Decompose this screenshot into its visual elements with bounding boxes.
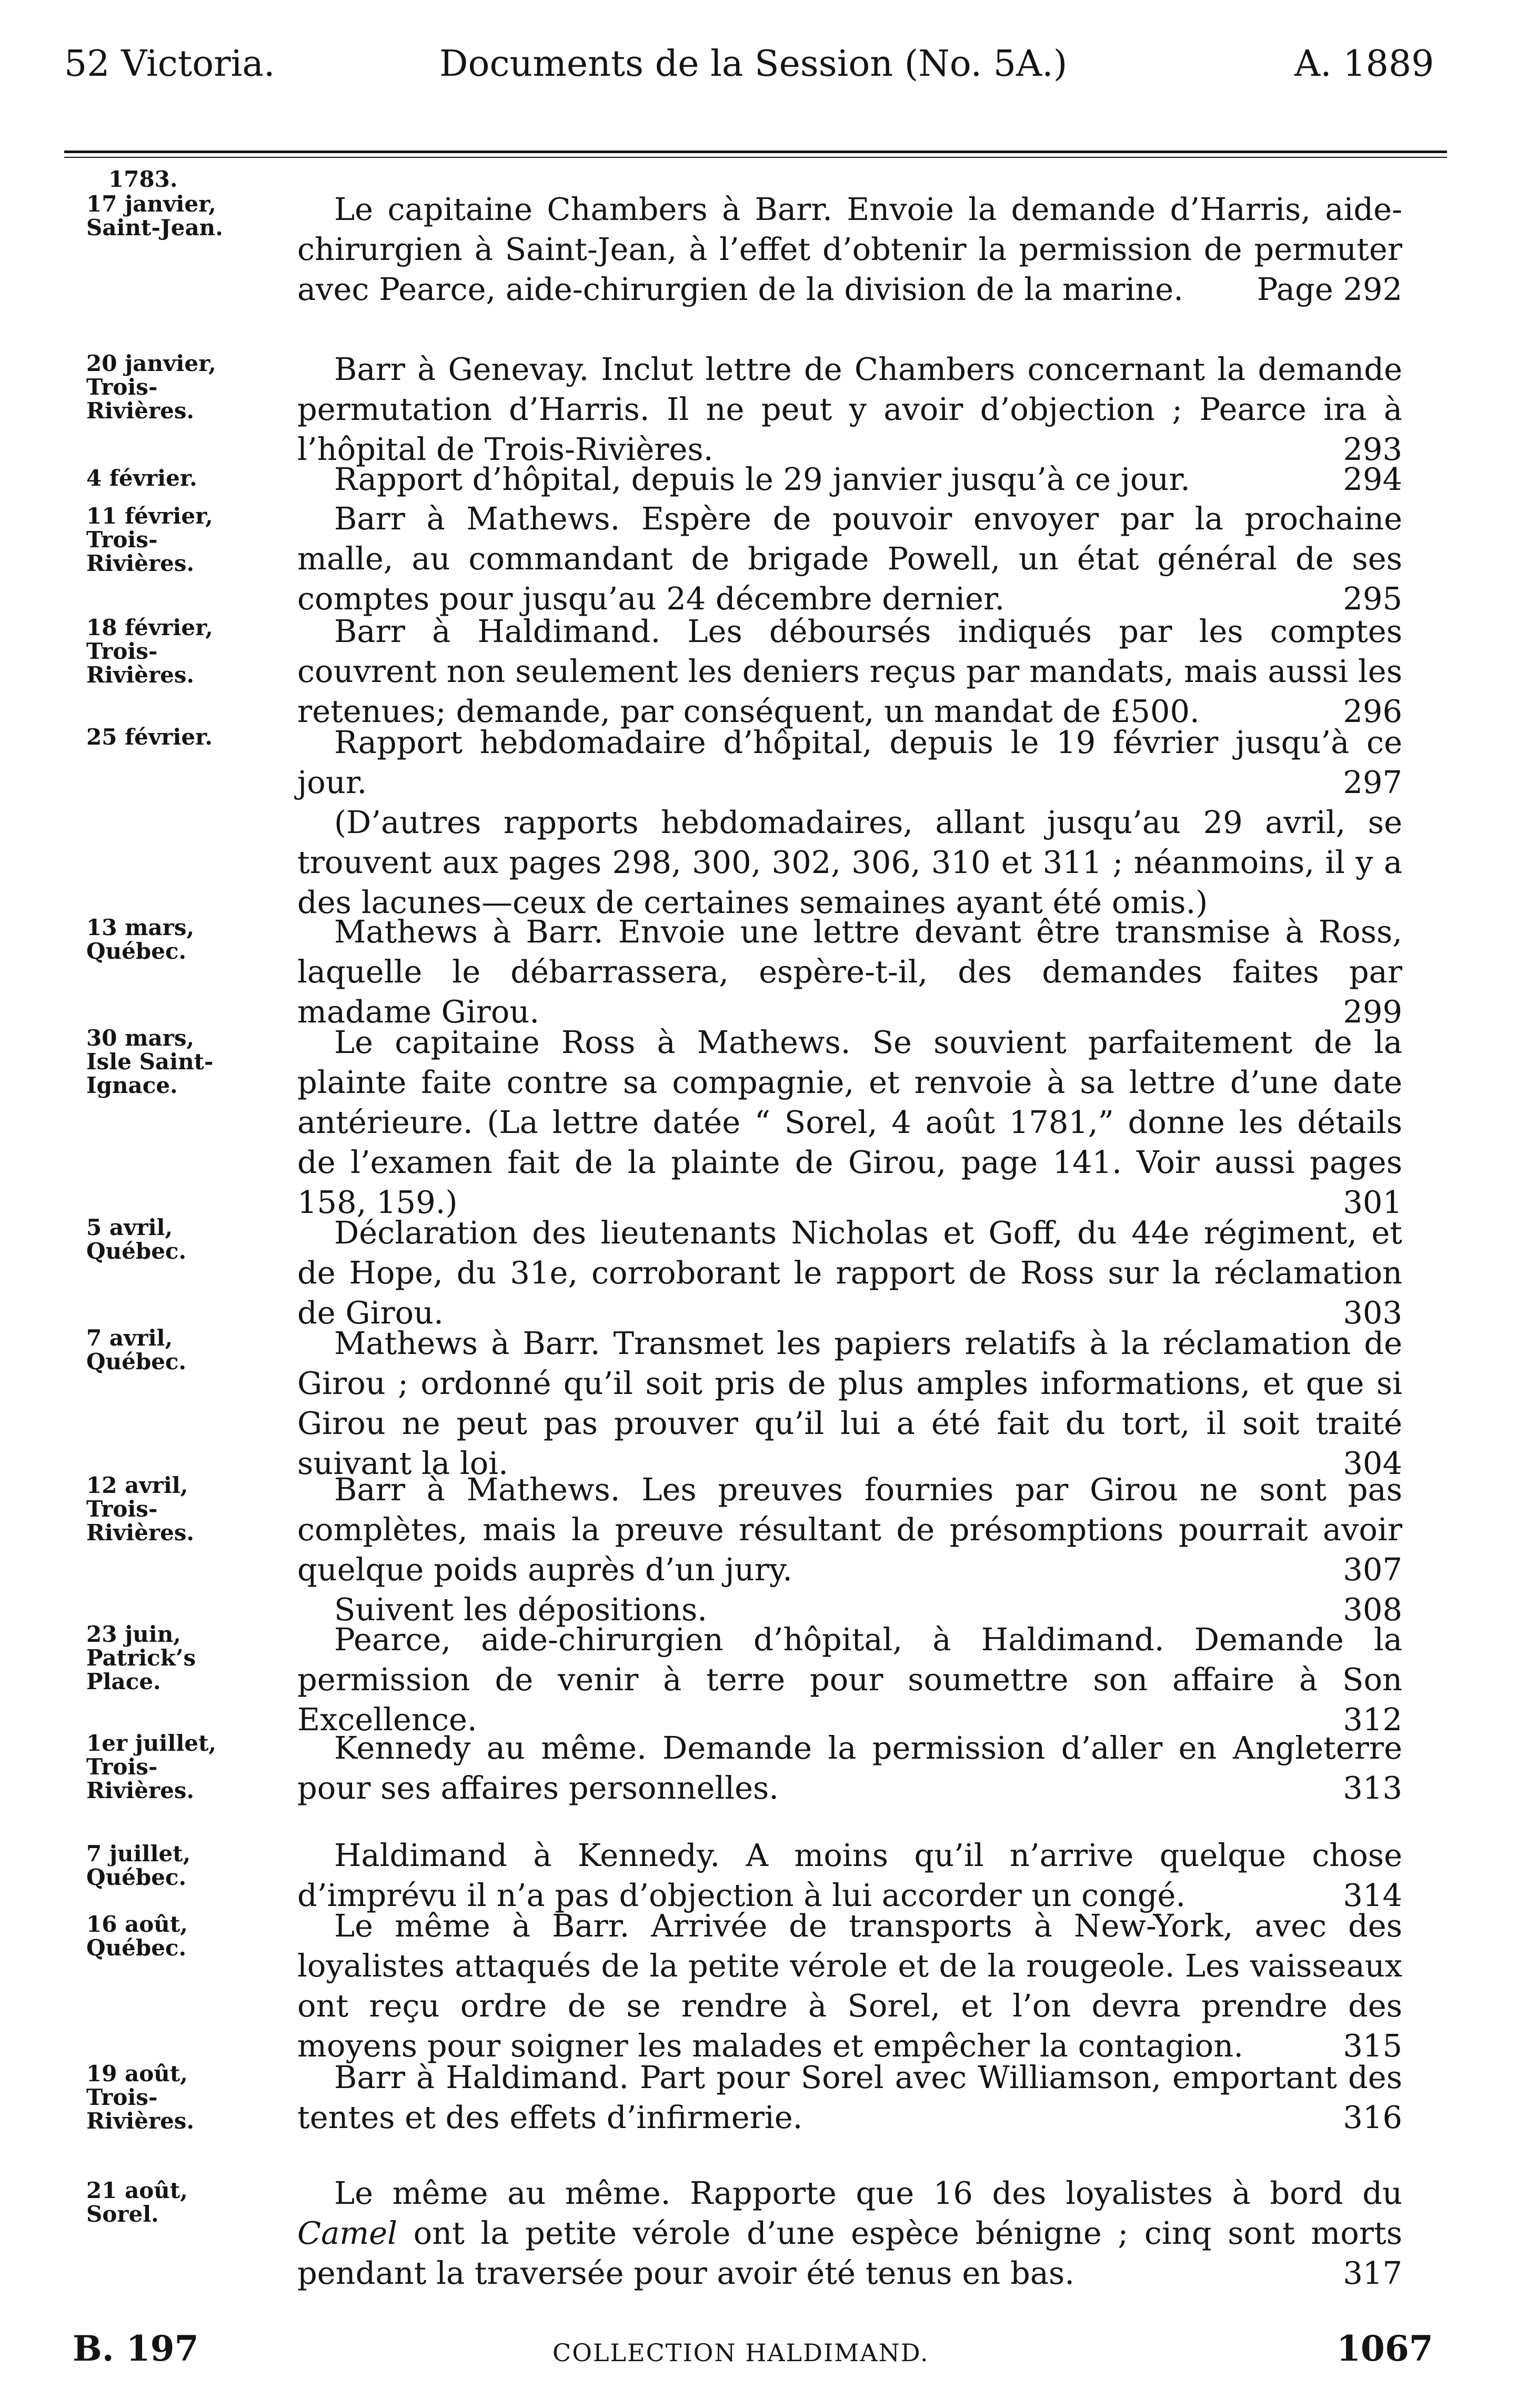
entry-text: [297, 459, 1402, 499]
entry-date: [86, 1026, 276, 1097]
entry-text: [297, 1835, 1402, 1915]
date-line: Ignace.: [86, 1072, 178, 1098]
entry-date: [86, 2062, 276, 2133]
date-line: 23 juin,: [86, 1621, 181, 1647]
date-line: 20 janvier,: [86, 350, 216, 376]
page-ref: 296: [1343, 693, 1402, 729]
header-rule-thin: [64, 157, 1447, 158]
date-line: Québec.: [86, 1935, 187, 1961]
entry-date: [86, 1216, 276, 1263]
page-ref: 293: [1343, 431, 1402, 467]
footer-collection: COLLECTION HALDIMAND.: [552, 2339, 929, 2367]
entry-date: [86, 616, 276, 687]
entry-text: [297, 723, 1402, 922]
ship-name: Camel: [297, 2215, 398, 2251]
entry-body: Barr à Genevay. Inclut lettre de Chambers concernant la demande permutation d’Harris. Il ne peut y avoir d’objection ; Pearce ira à l’hôpital de Trois-Rivières.: [297, 351, 1402, 467]
page-ref: 304: [1343, 1445, 1402, 1481]
date-line: Trois-: [86, 1496, 158, 1522]
date-line: Québec.: [86, 1238, 187, 1264]
date-line: Rivières.: [86, 550, 195, 576]
date-line: 7 juillet,: [86, 1841, 191, 1867]
page-ref: 317: [1343, 2255, 1402, 2291]
page-ref: 301: [1343, 1184, 1402, 1220]
entry-body: Le capitaine Chambers à Barr. Envoie la demande d’Harris, aide-chirurgien à Saint-Jean, à l’effet d’obtenir la permission de permuter avec Pearce, aide-chirurgien de la division de la marine.: [297, 191, 1402, 307]
entry-date: [86, 1622, 276, 1693]
entry-date: [86, 1912, 276, 1960]
entry-date: [86, 1473, 276, 1544]
entry-date: [86, 1326, 276, 1373]
date-line: Rivières.: [86, 1778, 195, 1803]
date-line: Rivières.: [86, 662, 195, 688]
page-ref: 315: [1343, 2028, 1402, 2064]
date-line: 30 mars,: [86, 1025, 195, 1051]
page-ref: 295: [1343, 580, 1402, 617]
date-line: Trois-: [86, 527, 158, 553]
header-title: Documents de la Session (No. 5A.): [439, 43, 1068, 85]
entry-text: [297, 1620, 1402, 1740]
page-ref: 312: [1343, 1701, 1402, 1738]
date-line: Trois-: [86, 1754, 158, 1780]
date-line: Rivières.: [86, 398, 195, 424]
entry-extra: Suivent les dépositions.: [334, 1591, 708, 1628]
date-line: 25 février.: [86, 724, 213, 750]
entry-body: Rapport hebdomadaire d’hôpital, depuis le 19 février jusqu’à ce jour.: [297, 724, 1402, 800]
date-line: 1er juillet,: [86, 1730, 217, 1756]
page-ref: 313: [1343, 1770, 1402, 1806]
entry-text: [297, 189, 1402, 309]
header-left: 52 Victoria.: [64, 43, 275, 85]
entry-date: [86, 1842, 276, 1889]
entry-body: Haldimand à Kennedy. A moins qu’il n’arrive quelque chose d’imprévu il n’a pas d’objection à lui accorder un congé.: [297, 1837, 1402, 1913]
date-line: 11 février,: [86, 503, 213, 529]
page-ref: 294: [1343, 461, 1402, 497]
entry-text: [297, 1213, 1402, 1333]
header-right: A. 1889: [1294, 43, 1434, 85]
date-line: Isle Saint-: [86, 1049, 214, 1075]
entry-body: ont la petite vérole d’une espèce bénigne ; cinq sont morts pendant la traversée pour avoir été tenus en bas.: [297, 2215, 1402, 2291]
entry-body: Barr à Haldimand. Les déboursés indiqués par les comptes couvrent non seulement les deniers reçus par mandats, mais aussi les retenues; demande, par conséquent, un mandat de £500.: [297, 613, 1402, 729]
entry-body: Le même à Barr. Arrivée de transports à New-York, avec des loyalistes attaqués de la petite vérole et de la rougeole. Les vaisseaux ont reçu ordre de se rendre à Sorel, et l’on devra prendre des moyens pour soigner les malades et empêcher la contagion.: [297, 1908, 1402, 2064]
entry-text: [297, 349, 1402, 469]
entry-body: Pearce, aide-chirurgien d’hôpital, à Haldimand. Demande la permission de venir à terre pour soumettre son affaire à Son Excellence.: [297, 1621, 1402, 1738]
footer-left: B. 197: [73, 2328, 199, 2369]
entry-date: [86, 725, 276, 749]
entry-text: [297, 499, 1402, 619]
date-line: 12 avril,: [86, 1472, 188, 1498]
date-line: 13 mars,: [86, 915, 195, 940]
entry-date: [86, 916, 276, 963]
entry-text: [297, 2058, 1402, 2138]
entry-text: [297, 1470, 1402, 1630]
date-line: Trois-: [86, 638, 158, 664]
date-line: 17 janvier,: [86, 191, 216, 217]
date-line: 19 août,: [86, 2061, 188, 2086]
date-line: 5 avril,: [86, 1215, 173, 1240]
date-line: Patrick’s: [86, 1645, 196, 1671]
year-label: 1783.: [108, 166, 178, 192]
entry-body: Le même au même. Rapporte que 16 des loyalistes à bord du: [334, 2175, 1402, 2211]
page-ref: 308: [1343, 1591, 1402, 1628]
entry-date: [86, 2179, 276, 2226]
entry-body: Mathews à Barr. Transmet les papiers relatifs à la réclamation de Girou ; ordonné qu’il soit pris de plus amples informations, et que si Girou ne peut pas prouver qu’il lui a été fait du tort, il soit traité suivant la loi.: [297, 1325, 1402, 1481]
date-line: 16 août,: [86, 1911, 188, 1937]
entry-body: Rapport d’hôpital, depuis le 29 janvier jusqu’à ce jour.: [334, 461, 1190, 497]
entry-date: [86, 466, 276, 490]
page-ref: 297: [1343, 764, 1402, 800]
entry-body: Le capitaine Ross à Mathews. Se souvient parfaitement de la plainte faite contre sa compagnie, et renvoie à sa lettre d’une date antérieure. (La lettre datée “ Sorel, 4 août 1781,” donne les détails de l’examen fait de la plainte de Girou, page 141. Voir aussi pages 158, 159.): [297, 1024, 1402, 1220]
entry-text: [297, 912, 1402, 1032]
entry-body: Mathews à Barr. Envoie une lettre devant être transmise à Ross, laquelle le débarrassera, espère-t-il, des demandes faites par madame Girou.: [297, 914, 1402, 1030]
entry-body: Barr à Mathews. Les preuves fournies par Girou ne sont pas complètes, mais la preuve résultant de présomptions pourrait avoir quelque poids auprès d’un jury.: [297, 1471, 1402, 1588]
page-ref: 316: [1343, 2099, 1402, 2135]
entry-body: Barr à Mathews. Espère de pouvoir envoyer par la prochaine malle, au commandant de brigade Powell, un état général de ses comptes pour jusqu’au 24 décembre dernier.: [297, 500, 1402, 617]
date-line: Sorel.: [86, 2201, 159, 2227]
date-line: 4 février.: [86, 465, 197, 491]
date-line: 7 avril,: [86, 1325, 173, 1351]
page-ref: 303: [1343, 1295, 1402, 1331]
page-ref: Page 292: [1257, 271, 1402, 307]
date-line: 21 août,: [86, 2178, 188, 2203]
entry-text: [297, 2173, 1402, 2293]
date-line: Place.: [86, 1669, 161, 1694]
entry-date: [86, 504, 276, 575]
header-rule-thick: [64, 150, 1447, 153]
entry-body: Kennedy au même. Demande la permission d’aller en Angleterre pour ses affaires personnelles.: [297, 1730, 1402, 1806]
footer-page-number: 1067: [1337, 2328, 1433, 2369]
date-line: Rivières.: [86, 1520, 195, 1546]
entry-text: [297, 611, 1402, 731]
page-ref: 314: [1343, 1877, 1402, 1913]
date-line: Saint-Jean.: [86, 215, 223, 240]
entry-body: Déclaration des lieutenants Nicholas et Goff, du 44e régiment, et de Hope, du 31e, corroborant le rapport de Ross sur la réclamation de Girou.: [297, 1215, 1402, 1331]
entry-text: [297, 1022, 1402, 1222]
entry-date: [86, 1731, 276, 1802]
date-line: Québec.: [86, 1864, 187, 1890]
date-line: Québec.: [86, 1349, 187, 1374]
entry-text: [297, 1906, 1402, 2066]
page-ref: 307: [1343, 1551, 1402, 1588]
entry-date: [86, 352, 276, 423]
entry-text: [297, 1323, 1402, 1483]
date-line: 18 février,: [86, 615, 213, 640]
date-line: Rivières.: [86, 2108, 195, 2134]
page-ref: 299: [1343, 994, 1402, 1030]
date-line: Trois-: [86, 374, 158, 400]
date-line: Québec.: [86, 938, 187, 964]
entry-body: Barr à Haldimand. Part pour Sorel avec Williamson, emportant des tentes et des effets d’infirmerie.: [297, 2059, 1402, 2135]
entry-text: [297, 1728, 1402, 1808]
entry-date: [86, 192, 276, 239]
date-line: Trois-: [86, 2084, 158, 2110]
entry-note: (D’autres rapports hebdomadaires, allant jusqu’au 29 avril, se trouvent aux pages 298, 300, 302, 306, 310 et 311 ; néanmoins, il y a des lacunes—ceux de certaines semaines ayant été omis.): [297, 804, 1402, 920]
